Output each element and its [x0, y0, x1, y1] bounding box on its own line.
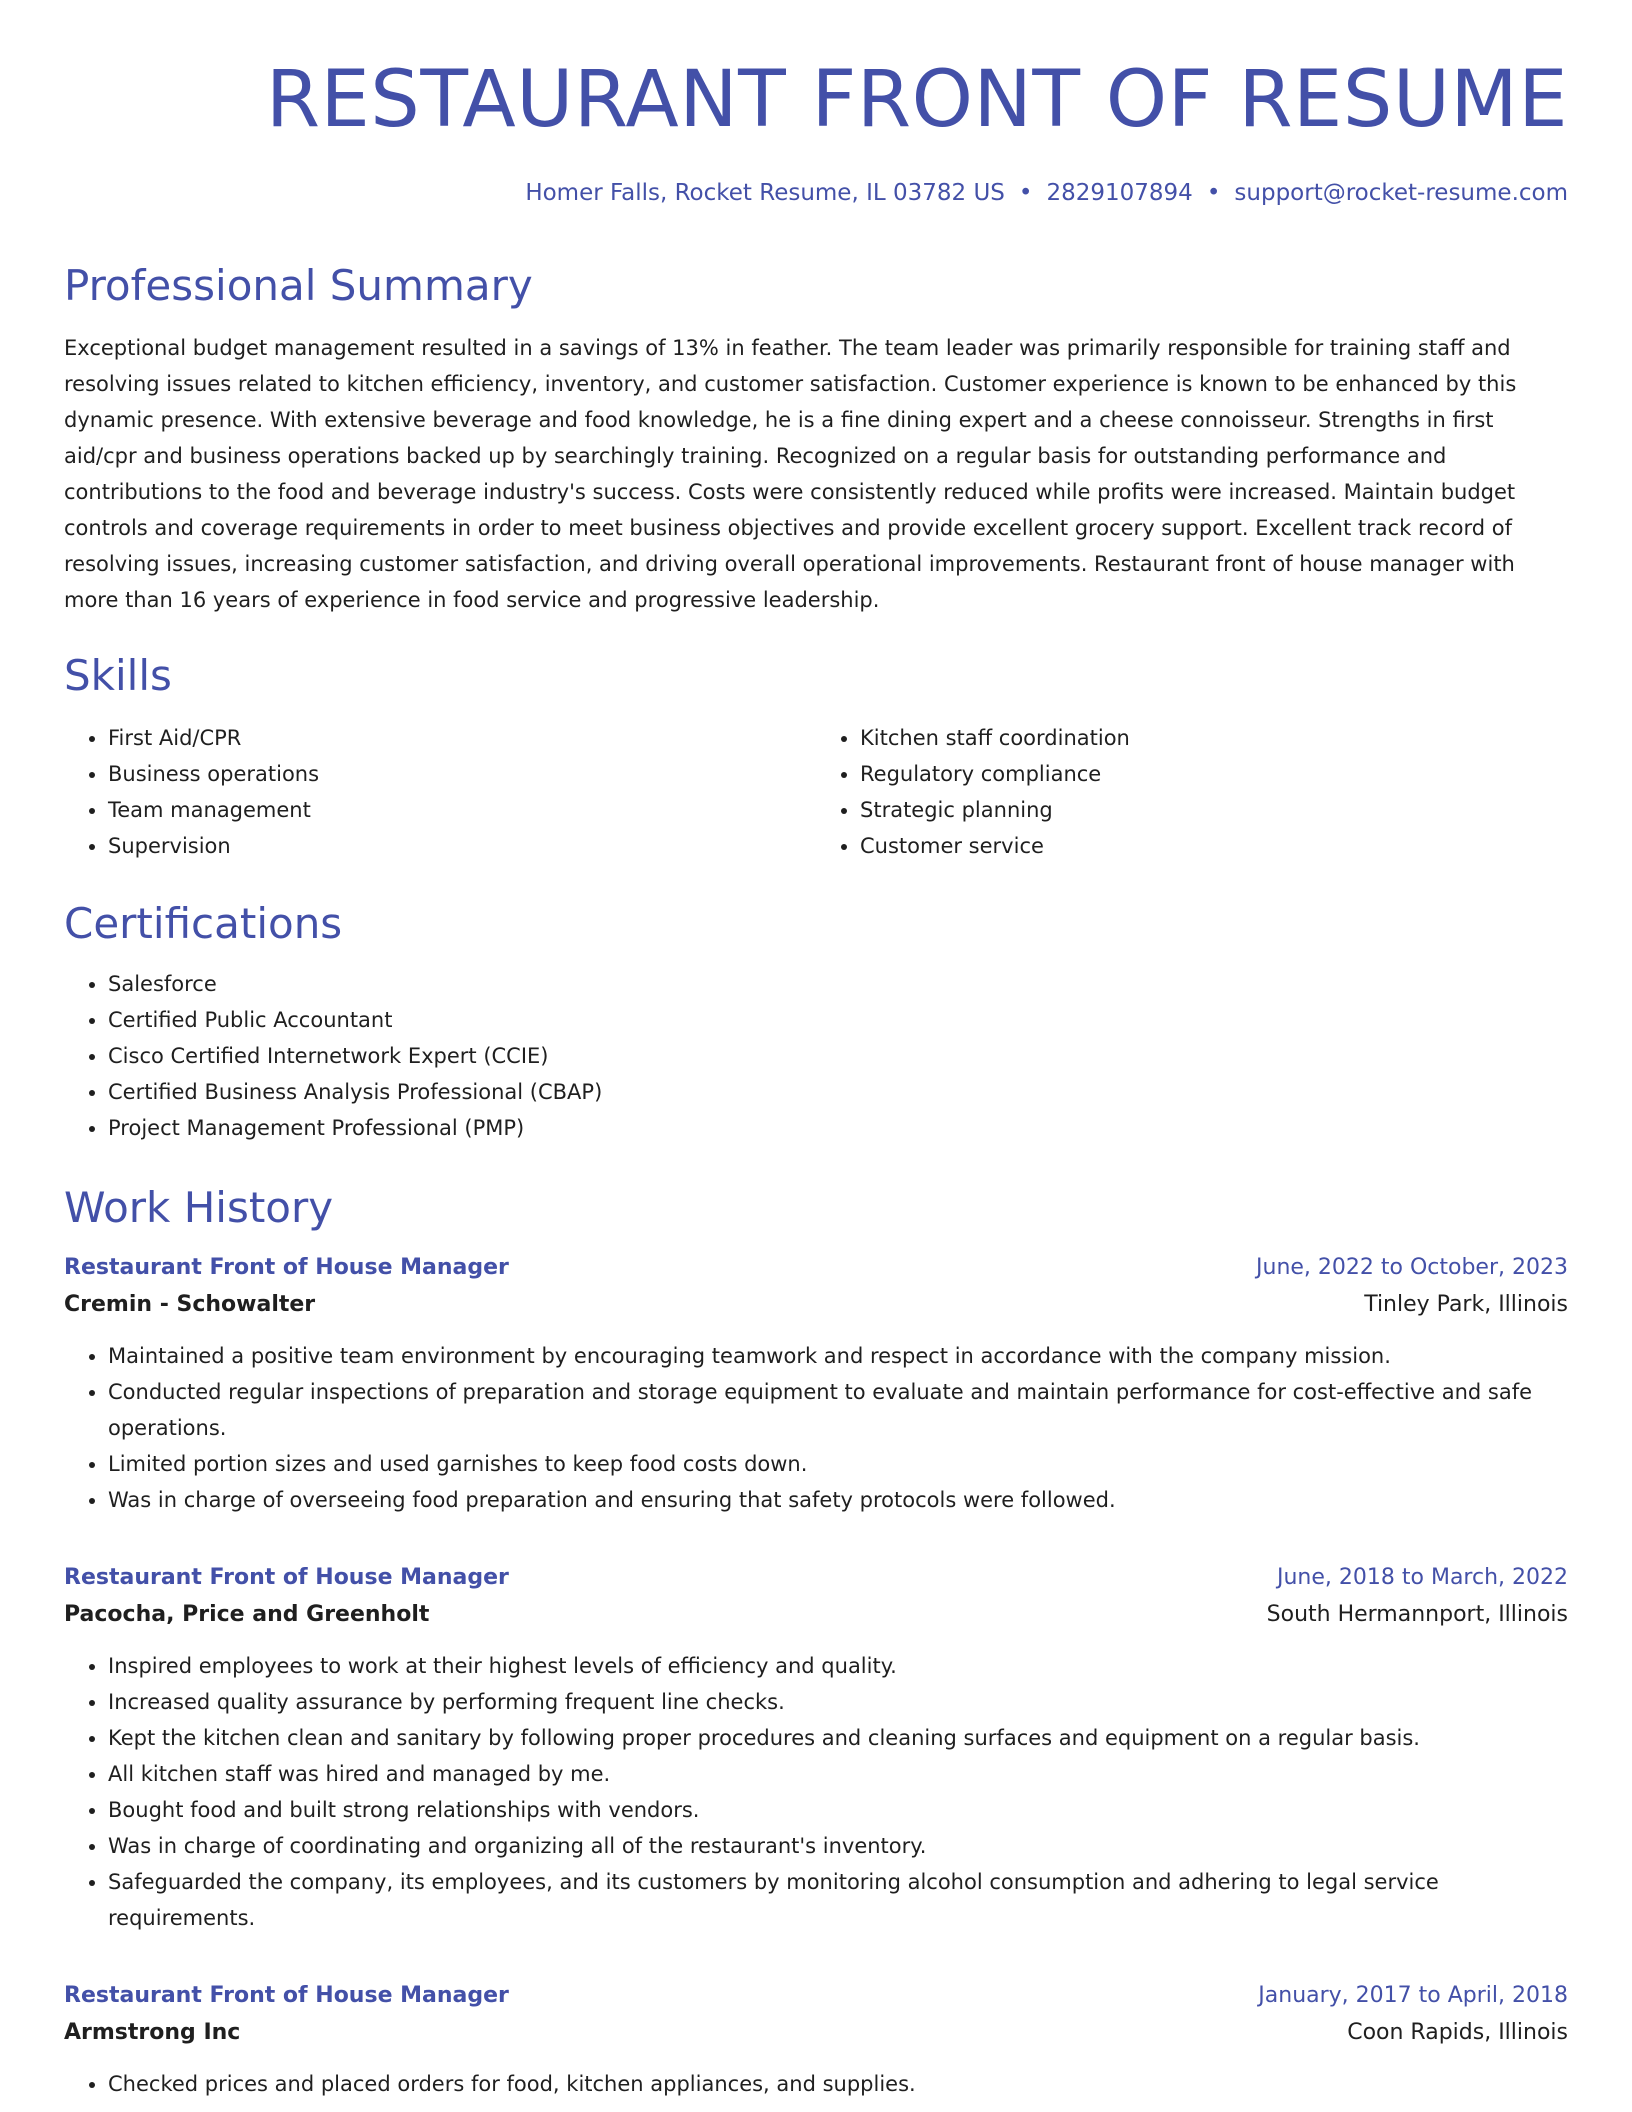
job-duty: • Kept the kitchen clean and sanitary by following proper procedures and cleaning surfaces and equipment on a regular basis. [108, 1720, 1568, 1756]
company-name: Cremin - Schowalter [64, 1292, 316, 1317]
skills-column-right [816, 720, 1568, 864]
job-title: Restaurant Front of House Manager [64, 1565, 509, 1590]
certification-item: • Certified Public Accountant [108, 1002, 1568, 1038]
job-company-row [64, 1286, 1568, 1324]
skills-section [64, 648, 1568, 864]
job-duties-list [64, 1648, 1568, 1936]
skill-item: • Customer service [860, 828, 1568, 864]
summary-section [64, 258, 1568, 618]
skill-item: • Supervision [108, 828, 816, 864]
skill-item: • Team management [108, 792, 816, 828]
company-name: Armstrong Inc [64, 2020, 241, 2045]
certification-item: • Project Management Professional (PMP) [108, 1110, 1568, 1146]
skill-item: • Business operations [108, 756, 816, 792]
job-duty: • All kitchen staff was hired and managed by me. [108, 1756, 1568, 1792]
summary-text: Exceptional budget management resulted in a savings of 13% in feather. The team leader was primarily responsible for training staff and resolving issues related to kitchen efficiency, inventory, and customer satisfaction. Customer experience is known to be enhanced by this dynamic presence. With extensive beverage and food knowledge, he is a fine dining expert and a cheese connoisseur. Strengths in first aid/cpr and business operations backed up by searchingly training. Recognized on a regular basis for outstanding performance and contributions to the food and beverage industry's success. Costs were consistently reduced while profits were increased. Maintain budget controls and coverage requirements in order to meet business objectives and provide excellent grocery support. Excellent track record of resolving issues, increasing customer satisfaction, and driving overall operational improvements. Restaurant front of house manager with more than 16 years of experience in food service and progressive leadership. [64, 336, 1517, 612]
job-duty: • Bought food and built strong relationships with vendors. [108, 1792, 1568, 1828]
job-entry [64, 1560, 1568, 1936]
separator: • [1206, 180, 1221, 206]
job-header-row [64, 1978, 1568, 2014]
job-duties-list [64, 2066, 1568, 2102]
skills-heading: Skills [64, 651, 172, 700]
job-title: Restaurant Front of House Manager [64, 1983, 509, 2008]
job-company-row [64, 2014, 1568, 2052]
certifications-section [64, 896, 1568, 1146]
work-history-section [64, 1180, 1568, 2102]
skill-item: • First Aid/CPR [108, 720, 816, 756]
job-duty: • Maintained a positive team environment by encouraging teamwork and respect in accordance with the company mission. [108, 1338, 1568, 1374]
job-entry [64, 1250, 1568, 1518]
job-duty: • Conducted regular inspections of preparation and storage equipment to evaluate and maintain performance for cost-effective and safe operations. [108, 1374, 1568, 1446]
job-duty: • Increased quality assurance by performing frequent line checks. [108, 1684, 1568, 1720]
job-title: Restaurant Front of House Manager [64, 1255, 509, 1280]
resume-title: RESTAURANT FRONT OF RESUME [265, 55, 1568, 145]
work-history-heading: Work History [64, 1183, 334, 1232]
job-duty: • Checked prices and placed orders for food, kitchen appliances, and supplies. [108, 2066, 1568, 2102]
job-entry [64, 1978, 1568, 2102]
certification-item: • Cisco Certified Internetwork Expert (CCIE) [108, 1038, 1568, 1074]
contact-line [64, 176, 1568, 210]
skill-item: • Strategic planning [860, 792, 1568, 828]
job-dates: January, 2017 to April, 2018 [1258, 1983, 1568, 2008]
job-duty: • Limited portion sizes and used garnishes to keep food costs down. [108, 1446, 1568, 1482]
skill-item: • Regulatory compliance [860, 756, 1568, 792]
skills-column-left [64, 720, 816, 864]
job-location: South Hermannport, Illinois [1266, 1602, 1568, 1627]
email-link[interactable]: support@rocket-resume.com [1234, 180, 1568, 206]
job-duty: • Inspired employees to work at their highest levels of efficiency and quality. [108, 1648, 1568, 1684]
certification-item: • Salesforce [108, 966, 1568, 1002]
skills-grid [64, 720, 1568, 864]
phone: 2829107894 [1046, 180, 1193, 206]
job-location: Tinley Park, Illinois [1364, 1292, 1568, 1317]
certifications-heading: Certifications [64, 899, 343, 948]
job-duty: • Safeguarded the company, its employees, and its customers by monitoring alcohol consumption and adhering to legal service requirements. [108, 1864, 1568, 1936]
separator: • [1018, 180, 1033, 206]
job-duties-list [64, 1338, 1568, 1518]
job-header-row [64, 1560, 1568, 1596]
job-dates: June, 2018 to March, 2022 [1277, 1565, 1568, 1590]
certification-item: • Certified Business Analysis Professional (CBAP) [108, 1074, 1568, 1110]
job-dates: June, 2022 to October, 2023 [1256, 1255, 1568, 1280]
address: Homer Falls, Rocket Resume, IL 03782 US [525, 180, 1005, 206]
job-duty: • Was in charge of overseeing food preparation and ensuring that safety protocols were followed. [108, 1482, 1568, 1518]
company-name: Pacocha, Price and Greenholt [64, 1602, 430, 1627]
job-header-row [64, 1250, 1568, 1286]
job-company-row [64, 1596, 1568, 1634]
job-location: Coon Rapids, Illinois [1347, 2020, 1568, 2045]
job-duty: • Was in charge of coordinating and organizing all of the restaurant's inventory. [108, 1828, 1568, 1864]
skill-item: • Kitchen staff coordination [860, 720, 1568, 756]
certifications-list [64, 966, 1568, 1146]
summary-heading: Professional Summary [64, 261, 533, 310]
